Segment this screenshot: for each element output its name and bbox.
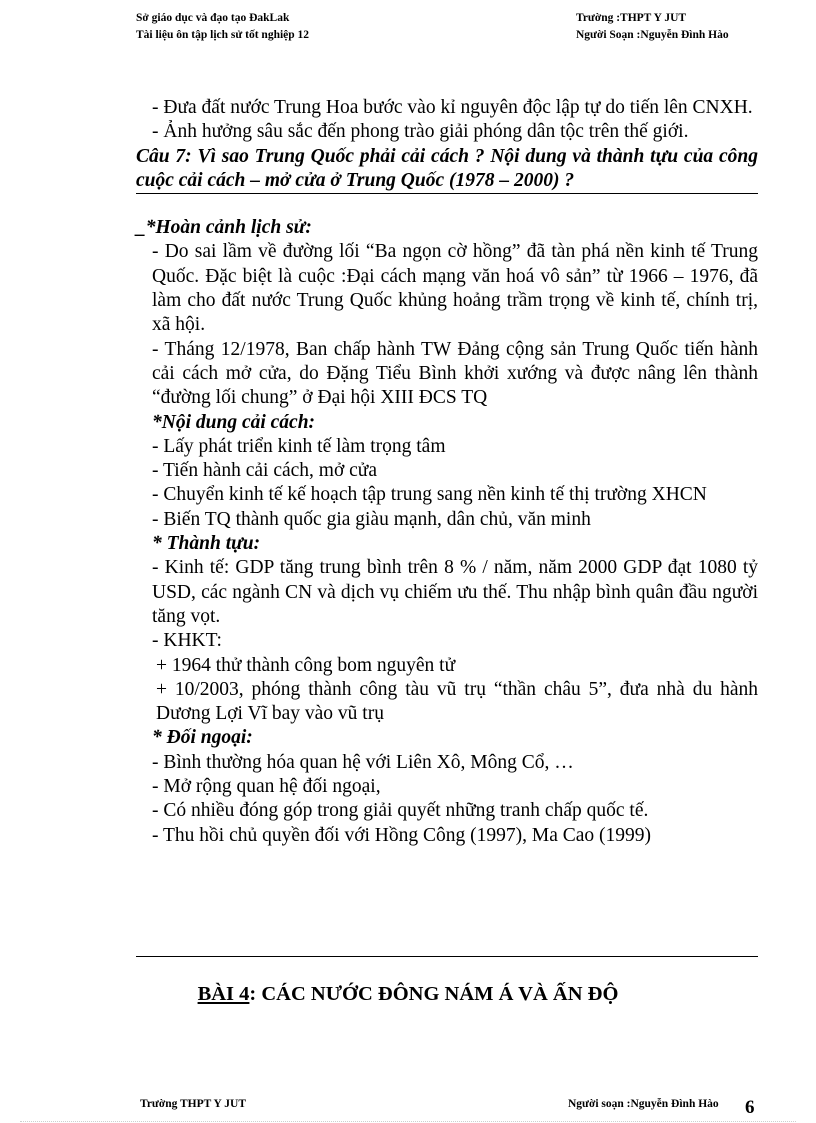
- footer-school: Trường THPT Y JUT: [140, 1098, 247, 1110]
- intro-paragraph: - Đưa đất nước Trung Hoa bước vào kỉ nguyên độc lập tự do tiến lên CNXH.: [152, 97, 753, 118]
- footer-author: Người soạn :Nguyễn Đình Hào: [568, 1098, 719, 1110]
- section-title-achievements: * Thành tựu:: [152, 533, 261, 555]
- header-author: Người Soạn :Nguyễn Đình Hào: [576, 29, 729, 41]
- section-title-foreign-affairs: * Đối ngoại:: [152, 727, 253, 749]
- divider-line: [136, 956, 758, 957]
- reform-item: - Lấy phát triển kinh tế làm trọng tâm: [152, 435, 446, 457]
- intro-paragraph: - Ảnh hưởng sâu sắc đến phong trào giải phóng dân tộc trên thế giới.: [152, 121, 689, 143]
- header-department: Sở giáo dục và đạo tạo ĐakLak: [136, 12, 290, 24]
- reform-item: - Biến TQ thành quốc gia giàu mạnh, dân chủ, văn minh: [152, 508, 591, 530]
- achievement-subitem: + 1964 thử thành công bom nguyên tử: [156, 654, 456, 676]
- achievement-khkt: - KHKT:: [152, 630, 222, 652]
- background-paragraph: - Do sai lầm về đường lối “Ba ngọn cờ hồng” đã tàn phá nền kinh tế Trung Quốc. Đặc biệt là cuộc :Đại cách mạng văn hoá vô sản” từ 1966 – 1976, đã làm cho đất nước Trung Quốc khủng hoảng trầm trọng về kinh tế, chính trị, xã hội.: [152, 241, 758, 336]
- section-title-reform-content: *Nội dung cải cách:: [152, 411, 316, 433]
- question-block: [136, 145, 758, 195]
- lesson-number: BÀI 4: [197, 983, 250, 1005]
- section-title-background: _*Hoàn cảnh lịch sử:: [136, 217, 312, 239]
- foreign-affairs-item: - Bình thường hóa quan hệ với Liên Xô, Mông Cổ, …: [152, 751, 574, 773]
- lesson-heading: [0, 983, 816, 1006]
- question-heading: Câu 7: Vì sao Trung Quốc phải cải cách ? Nội dung và thành tựu của công cuộc cải cách – mở cửa ở Trung Quốc (1978 – 2000) ?: [136, 145, 758, 191]
- foreign-affairs-item: - Có nhiều đóng góp trong giải quyết những tranh chấp quốc tế.: [152, 800, 649, 822]
- background-paragraph: - Tháng 12/1978, Ban chấp hành TW Đảng cộng sản Trung Quốc tiến hành cải cách mở cửa, do Đặng Tiểu Bình khởi xướng và được nâng lên thành “đường lối chung” ở Đại hội XIII ĐCS TQ: [152, 338, 758, 409]
- achievement-economy: - Kinh tế: GDP tăng trung bình trên 8 % / năm, năm 2000 GDP đạt 1080 tỷ USD, các ngành CN và dịch vụ chiếm ưu thế. Thu nhập bình quân đầu người tăng vọt.: [152, 557, 758, 627]
- reform-item: - Chuyển kinh tế kế hoạch tập trung sang nền kinh tế thị trường XHCN: [152, 484, 707, 506]
- foreign-affairs-item: - Thu hồi chủ quyền đối với Hồng Công (1997), Ma Cao (1999): [152, 824, 652, 846]
- footer-dotted-line: [20, 1121, 796, 1122]
- achievement-subitem: + 10/2003, phóng thành công tàu vũ trụ “thần châu 5”, đưa nhà du hành Dương Lợi Vĩ bay vào vũ trụ: [156, 678, 758, 725]
- page-number: 6: [745, 1097, 755, 1118]
- header-school: Trường :THPT Y JUT: [576, 12, 687, 24]
- foreign-affairs-item: - Mở rộng quan hệ đối ngoại,: [152, 776, 381, 798]
- header-document-title: Tài liệu ôn tập lịch sử tốt nghiệp 12: [136, 29, 310, 41]
- reform-item: - Tiến hành cải cách, mở cửa: [152, 460, 378, 482]
- page-content: [136, 96, 758, 848]
- header-right: [576, 10, 729, 44]
- header-left: [136, 10, 309, 44]
- lesson-title: : CÁC NƯỚC ĐÔNG NÁM Á VÀ ẤN ĐỘ: [249, 983, 619, 1005]
